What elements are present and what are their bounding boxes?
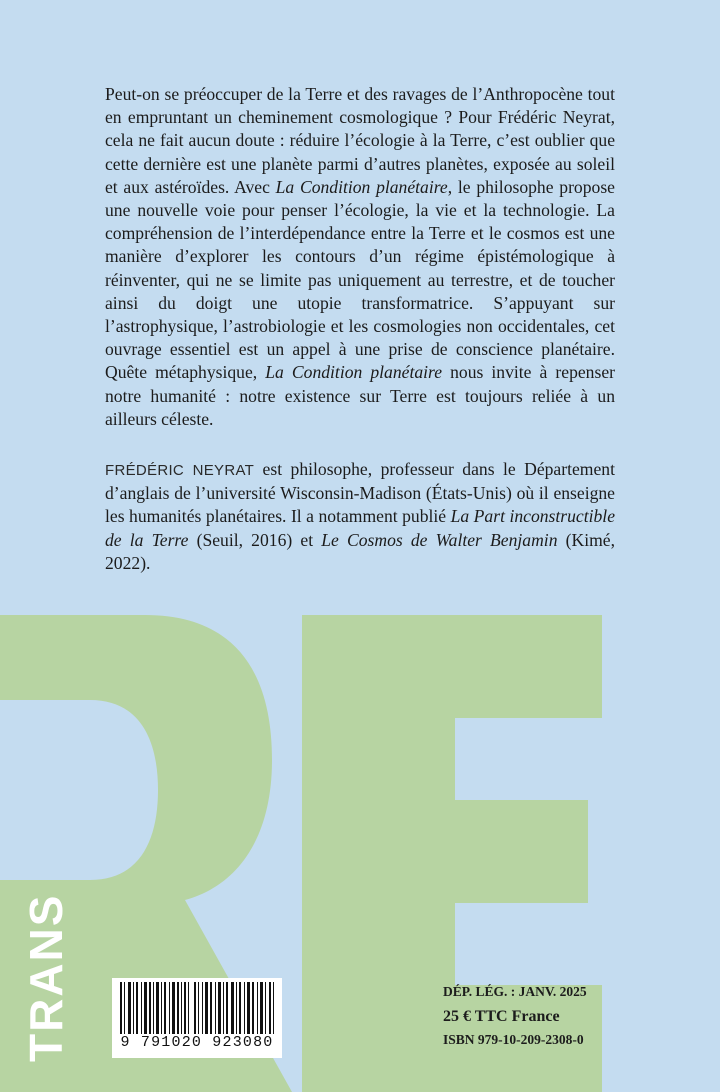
author-paragraph xyxy=(105,458,615,575)
legal-deposit: DÉP. LÉG. : JANV. 2025 xyxy=(443,984,587,999)
back-cover-summary xyxy=(105,83,615,431)
book-title-mention-2: La Condition planétaire xyxy=(265,362,443,383)
summary-text-1: Peut-on se préoccuper de la Terre et des ravages de l’Anthropocène tout en empruntant un cheminement cosmologique ? Pour Frédéric Neyrat, cela ne fait aucun doute : réduire l’écologie à la Terre, c’est oublier que cette dernière est une planète parmi d’autres planètes, exposée au soleil et aux astéroïdes. Avec xyxy=(105,84,615,197)
isbn-number: ISBN 979-10-209-2308-0 xyxy=(443,1032,584,1047)
summary-text-2: , le philosophe propose une nouvelle voie pour penser l’écologie, la vie et la technologie. La compréhension de l’interdépendance entre la Terre et le cosmos est une manière d’explorer les contours d’un régime épistémologique à réinventer, qui ne se limite pas uniquement au terrestre, et de toucher ainsi du doigt une utopie transformatrice. S’appuyant sur l’astrophysique, l’astrobiologie et les cosmologies non occidentales, cet ouvrage essentiel est un appel à une prise de conscience planétaire. Quête métaphysique, xyxy=(105,176,615,383)
series-name-vertical: TRANS xyxy=(20,893,72,1062)
isbn-barcode xyxy=(112,978,282,1058)
book-title-mention-1: La Condition planétaire xyxy=(275,176,448,197)
summary-text-3: nous invite à repenser notre humanité : notre existence sur Terre est toujours reliée à un ailleurs céleste. xyxy=(105,362,615,429)
price-label: 25 € TTC France xyxy=(443,1008,560,1025)
author-name: FRÉDÉRIC NEYRAT xyxy=(105,462,255,479)
barcode-digits: 9 791020 923080 xyxy=(112,1034,282,1051)
author-book-2: Le Cosmos de Walter Benjamin xyxy=(321,529,558,550)
author-text-3: (Kimé, 2022). xyxy=(105,529,616,573)
author-text-2: (Seuil, 2016) et xyxy=(188,529,322,550)
barcode-bars xyxy=(112,978,282,1034)
author-bio xyxy=(105,458,615,575)
author-text-1: est philosophe, professeur dans le Département d’anglais de l’université Wisconsin-Madison (États-Unis) où il enseigne les humanités planétaires. Il a notamment publié xyxy=(105,459,615,527)
author-book-1: La Part inconstructible de la Terre xyxy=(105,506,616,550)
summary-paragraph xyxy=(105,83,615,431)
